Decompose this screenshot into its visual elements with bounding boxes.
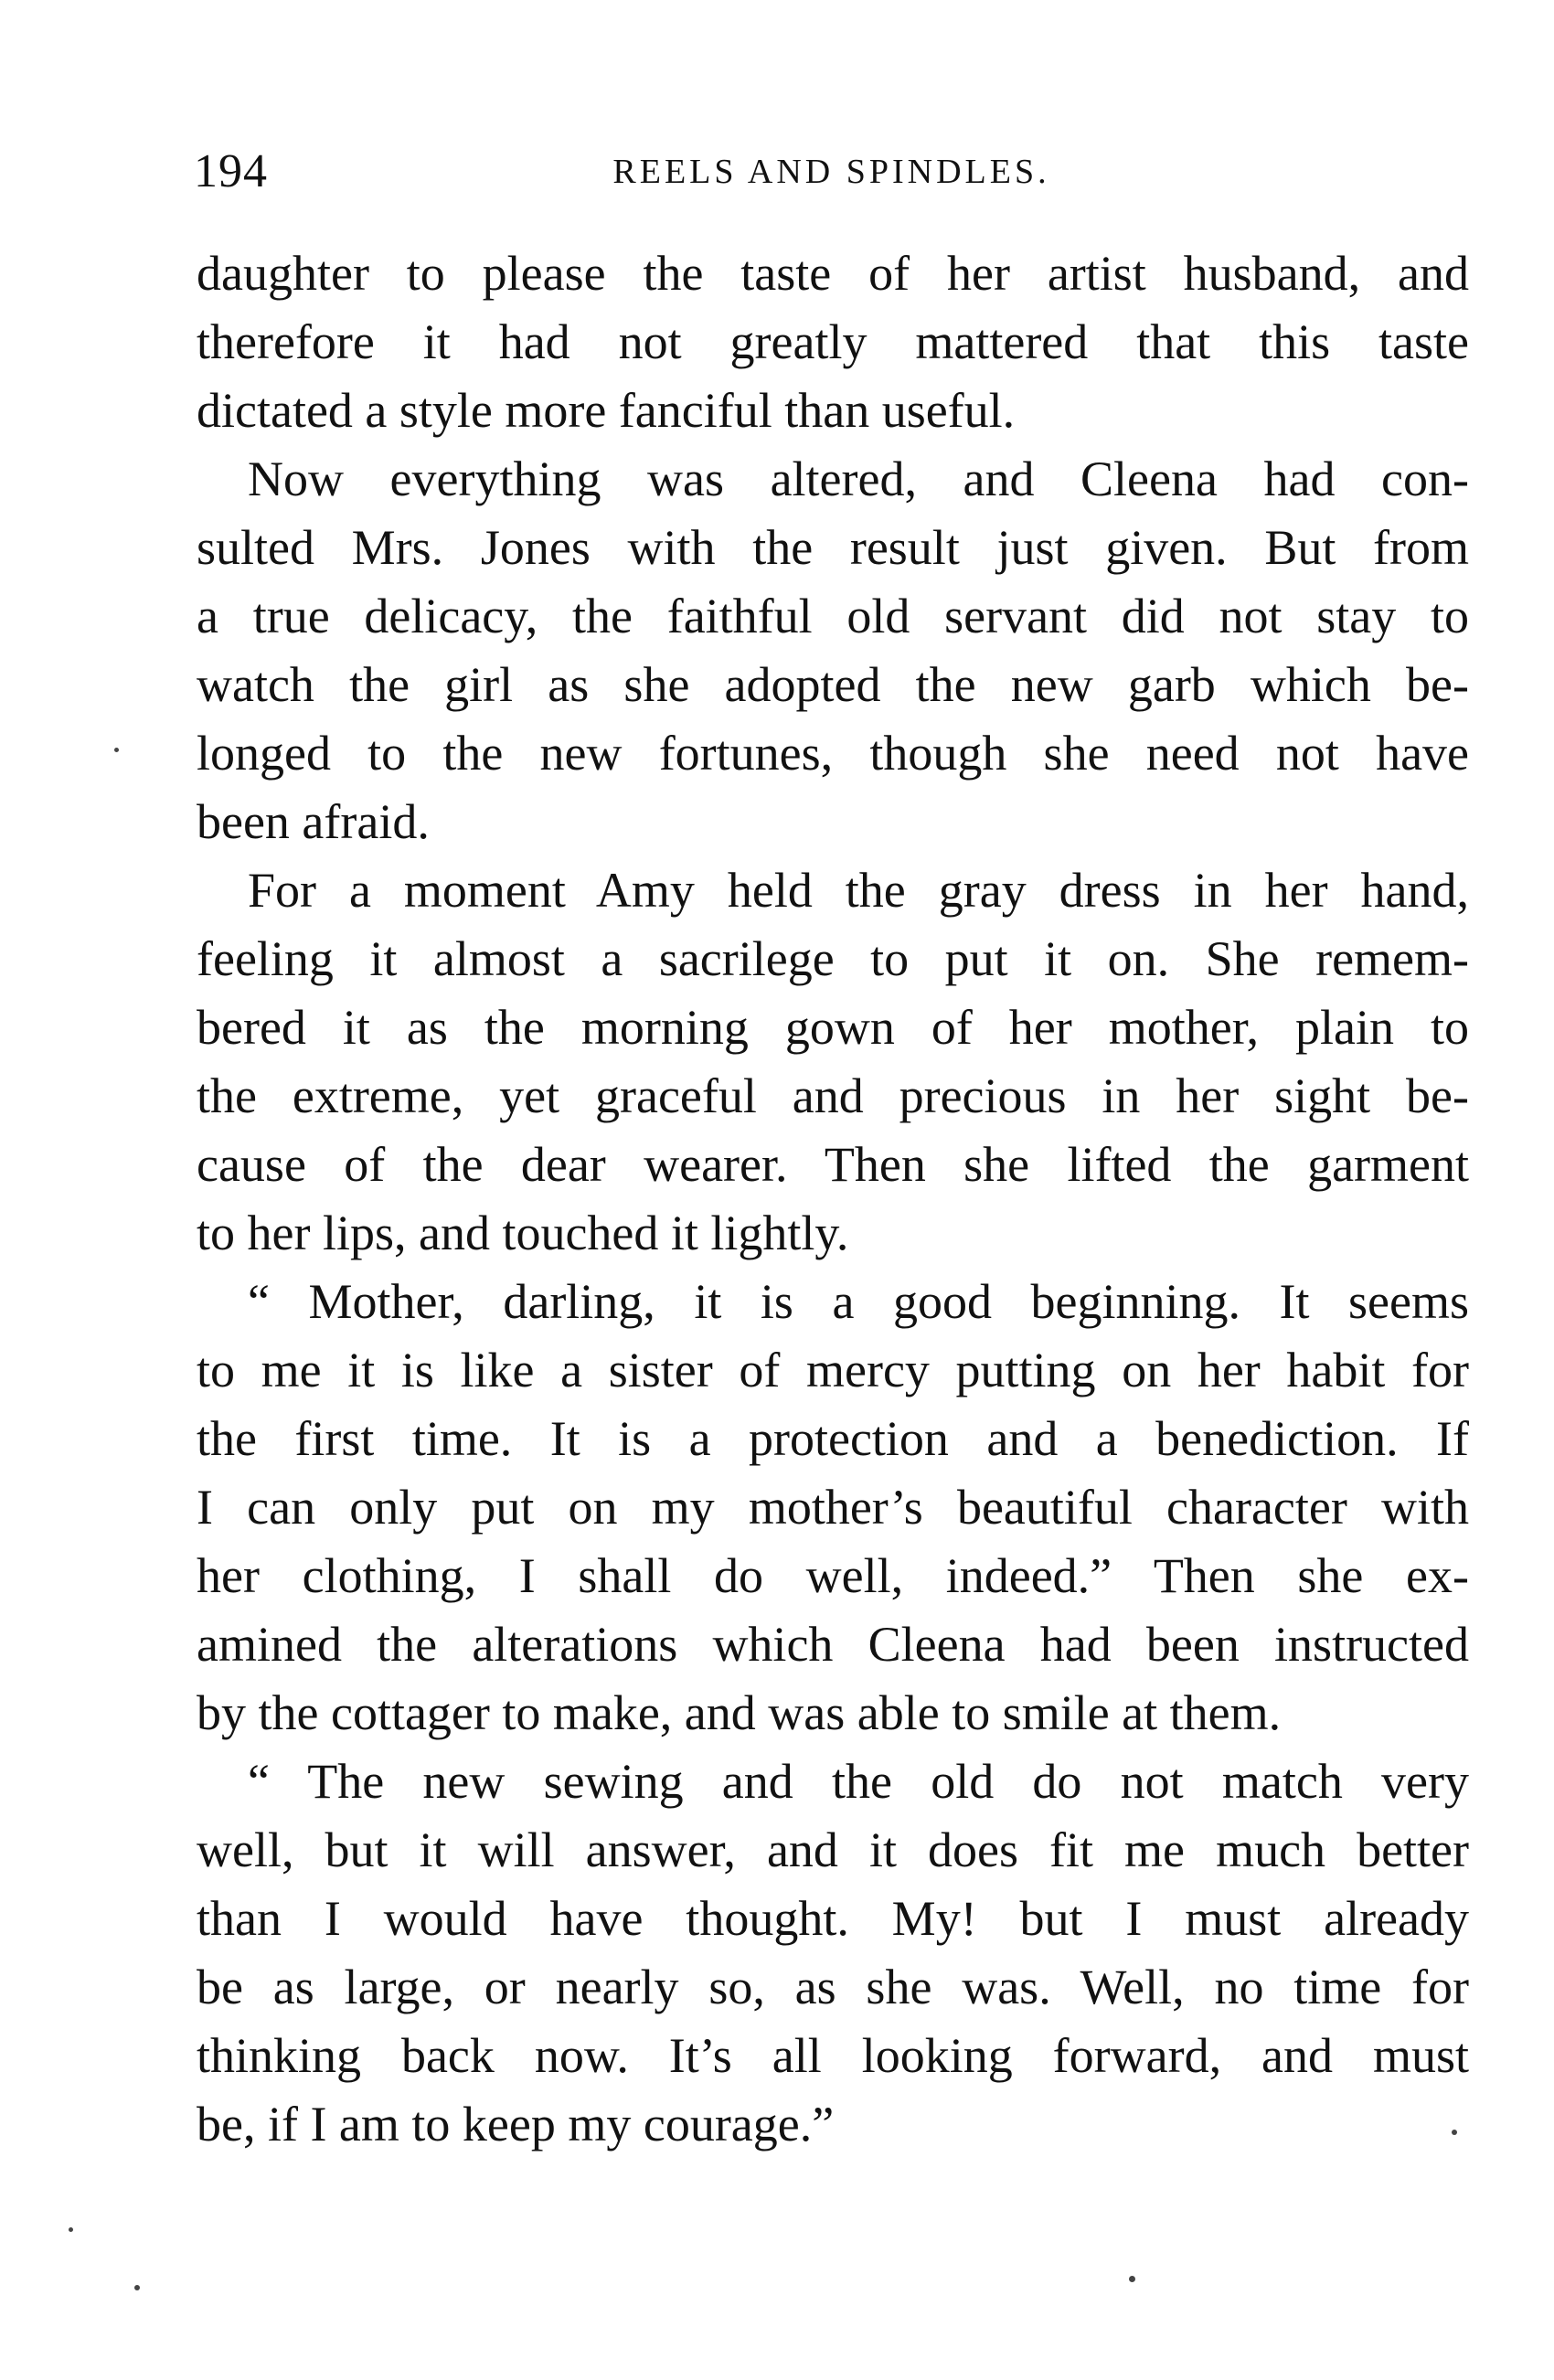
text-line: be as large, or nearly so, as she was. Well, no time for [197,1960,1469,2014]
text-line: be, if I am to keep my courage.” [197,2097,835,2152]
text-line: dictated a style more fanciful than useful. [197,383,1016,438]
text-line: daughter to please the taste of her artist husband, and [197,246,1469,301]
text-line: longed to the new fortunes, though she need not have [197,726,1469,781]
text-line: by the cottager to make, and was able to smile at them. [197,1685,1282,1740]
text-line: Now everything was altered, and Cleena had con- [248,452,1469,506]
paragraph [197,1748,1469,2159]
text-line: to her lips, and touched it lightly. [197,1206,849,1260]
page-header [194,135,1469,208]
text-line: For a moment Amy held the gray dress in her hand, [248,863,1469,918]
text-line: “ Mother, darling, it is a good beginning. It seems [248,1274,1469,1329]
text-line: thinking back now. It’s all looking forward, and must [197,2028,1469,2083]
text-line: I can only put on my mother’s beautiful character with [197,1480,1469,1535]
page-number: 194 [194,145,268,197]
text-line: been afraid. [197,794,430,849]
paragraph [197,1268,1469,1748]
text-line: the first time. It is a protection and a benediction. If [197,1411,1469,1466]
text-line: well, but it will answer, and it does fit me much better [197,1822,1469,1877]
running-head: REELS AND SPINDLES. [612,153,1050,191]
text-line: feeling it almost a sacrilege to put it on. She remem- [197,931,1469,986]
paragraph [197,856,1469,1268]
text-line: to me it is like a sister of mercy putting on her habit for [197,1343,1469,1397]
scan-speck [114,748,119,752]
text-line: bered it as the morning gown of her mother, plain to [197,1000,1469,1055]
scan-speck [1452,2130,1457,2135]
text-line: sulted Mrs. Jones with the result just given. But from [197,520,1469,575]
scan-speck [69,2227,73,2232]
text-line: the extreme, yet graceful and precious in her sight be- [197,1068,1469,1123]
text-line: her clothing, I shall do well, indeed.” Then she ex- [197,1548,1469,1603]
text-line: watch the girl as she adopted the new garb which be- [197,657,1469,712]
body-text [197,239,1469,2159]
text-line: therefore it had not greatly mattered that this taste [197,314,1469,369]
scan-speck [134,2285,140,2290]
text-line: a true delicacy, the faithful old servant did not stay to [197,589,1469,643]
text-line: amined the alterations which Cleena had been instructed [197,1617,1469,1672]
paragraph [197,445,1469,856]
text-line: “ The new sewing and the old do not match very [248,1754,1469,1809]
text-line: cause of the dear wearer. Then she lifted the garment [197,1137,1469,1192]
text-line: than I would have thought. My! but I must already [197,1891,1469,1946]
paragraph [197,239,1469,445]
scan-speck [1129,2276,1135,2282]
